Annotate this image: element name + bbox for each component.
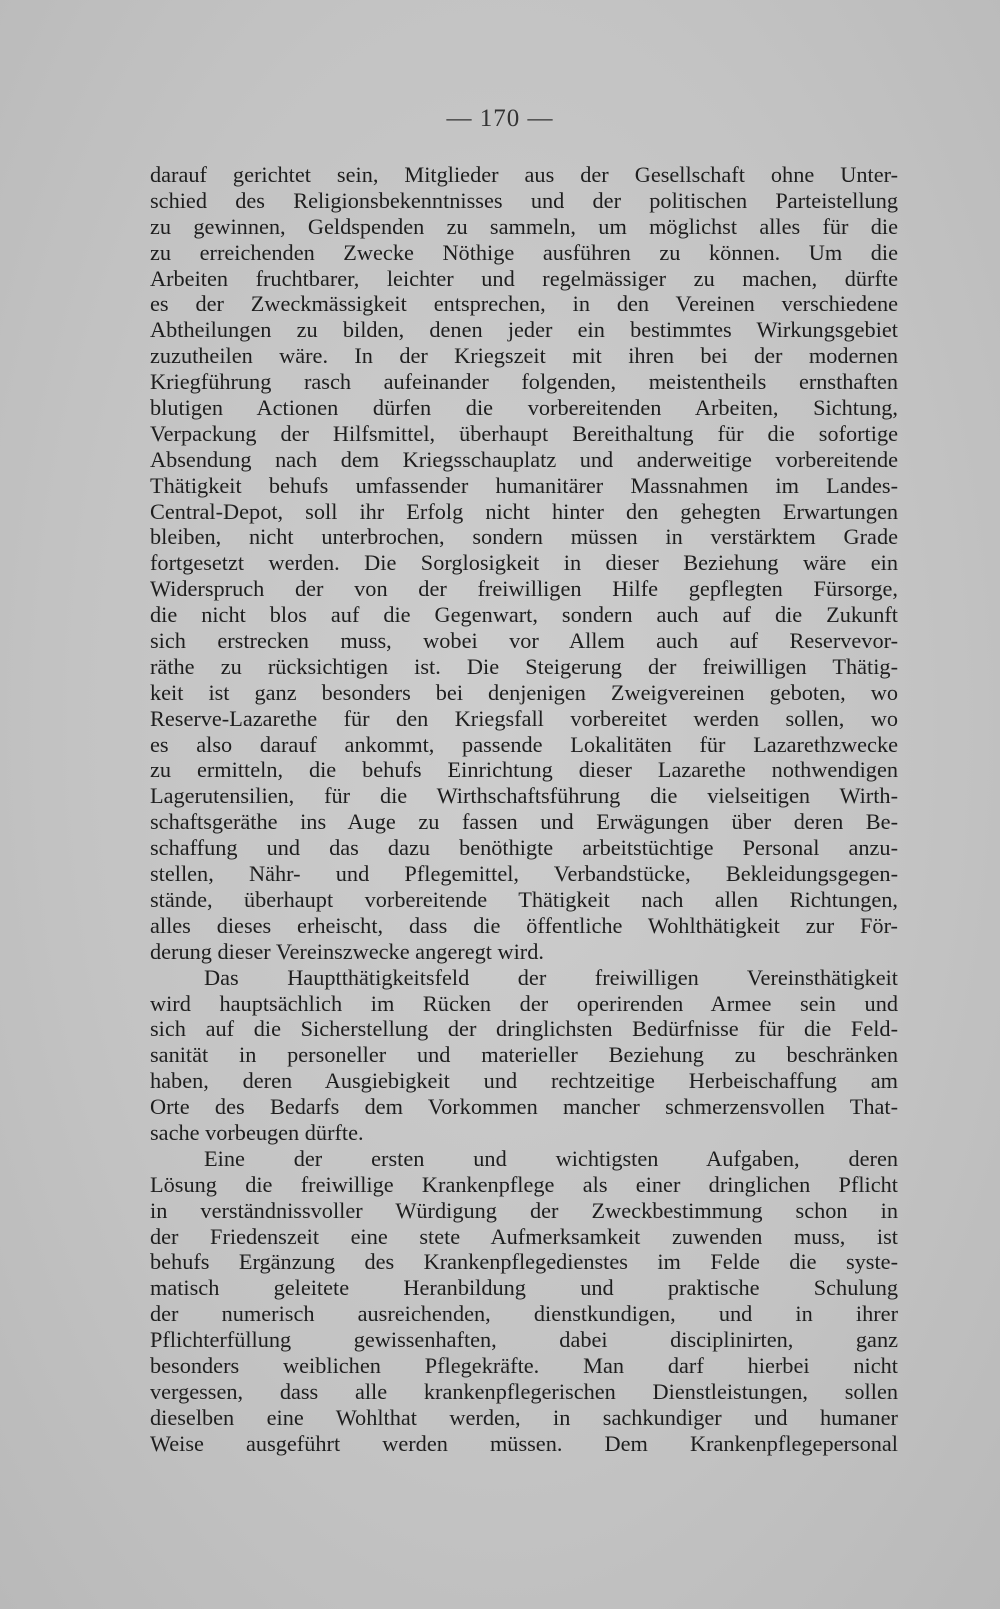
text-line: zu erreichenden Zwecke Nöthige ausführen zu können. Um die	[150, 239, 898, 265]
text-line: Kriegführung rasch aufeinander folgenden, meistentheils ernsthaften	[150, 369, 898, 395]
text-line: Thätigkeit behufs umfassender humanitärer Massnahmen im Landes-	[150, 472, 898, 498]
text-line: es also darauf ankommt, passende Lokalitäten für Lazarethzwecke	[150, 731, 898, 757]
text-line: Lösung die freiwillige Krankenpflege als einer dringlichen Pflicht	[150, 1171, 898, 1197]
text-line: stellen, Nähr- und Pflegemittel, Verbandstücke, Bekleidungsgegen-	[150, 861, 898, 887]
text-line: blutigen Actionen dürfen die vorbereitenden Arbeiten, Sichtung,	[150, 395, 898, 421]
text-line: fortgesetzt werden. Die Sorglosigkeit in dieser Beziehung wäre ein	[150, 550, 898, 576]
text-line: stände, überhaupt vorbereitende Thätigkeit nach allen Richtungen,	[150, 886, 898, 912]
text-line: sich auf die Sicherstellung der dringlichsten Bedürfnisse für die Feld-	[150, 1016, 898, 1042]
text-line: schaftsgeräthe ins Auge zu fassen und Erwägungen über deren Be-	[150, 809, 898, 835]
text-line: schaffung und das dazu benöthigte arbeitstüchtige Personal anzu-	[150, 835, 898, 861]
text-line: dieselben eine Wohlthat werden, in sachkundiger und humaner	[150, 1404, 898, 1430]
body-text	[150, 162, 898, 1457]
text-line: der Friedenszeit eine stete Aufmerksamkeit zuwenden muss, ist	[150, 1223, 898, 1249]
text-line: sich erstrecken muss, wobei vor Allem auch auf Reservevor-	[150, 628, 898, 654]
paragraph-end-line: derung dieser Vereinszwecke angeregt wird.	[150, 938, 544, 964]
text-line: bleiben, nicht unterbrochen, sondern müssen in verstärktem Grade	[150, 524, 898, 550]
text-line: Absendung nach dem Kriegsschauplatz und anderweitige vorbereitende	[150, 446, 898, 472]
text-line: Widerspruch der von der freiwilligen Hilfe gepflegten Fürsorge,	[150, 576, 898, 602]
text-line: wird hauptsächlich im Rücken der operirenden Armee sein und	[150, 990, 898, 1016]
text-line: besonders weiblichen Pflegekräfte. Man darf hierbei nicht	[150, 1352, 898, 1378]
text-line: Weise ausgeführt werden müssen. Dem Krankenpflegepersonal	[150, 1430, 898, 1456]
text-line: Abtheilungen zu bilden, denen jeder ein bestimmtes Wirkungsgebiet	[150, 317, 898, 343]
paragraph-end-line: sache vorbeugen dürfte.	[150, 1119, 364, 1145]
text-line: keit ist ganz besonders bei denjenigen Zweigvereinen geboten, wo	[150, 679, 898, 705]
text-line: alles dieses erheischt, dass die öffentliche Wohlthätigkeit zur För-	[150, 912, 898, 938]
text-line: räthe zu rücksichtigen ist. Die Steigerung der freiwilligen Thätig-	[150, 653, 898, 679]
text-line: Pflichterfüllung gewissenhaften, dabei disciplinirten, ganz	[150, 1327, 898, 1353]
text-line: behufs Ergänzung des Krankenpflegedienstes im Felde die syste-	[150, 1249, 898, 1275]
text-line: Lagerutensilien, für die Wirthschaftsführung die vielseitigen Wirth-	[150, 783, 898, 809]
paragraph-start-line: Eine der ersten und wichtigsten Aufgaben, deren	[204, 1145, 898, 1171]
page-number: — 170 —	[446, 105, 554, 132]
text-line: Verpackung der Hilfsmittel, überhaupt Bereithaltung für die sofortige	[150, 420, 898, 446]
text-line: sanität in personeller und materieller Beziehung zu beschränken	[150, 1042, 898, 1068]
text-line: es der Zweckmässigkeit entsprechen, in den Vereinen verschiedene	[150, 291, 898, 317]
text-line: in verständnissvoller Würdigung der Zweckbestimmung schon in	[150, 1197, 898, 1223]
text-line: darauf gerichtet sein, Mitglieder aus der Gesellschaft ohne Unter-	[150, 162, 898, 187]
text-line: zu gewinnen, Geldspenden zu sammeln, um möglichst alles für die	[150, 213, 898, 239]
text-line: der numerisch ausreichenden, dienstkundigen, und in ihrer	[150, 1301, 898, 1327]
text-line: Orte des Bedarfs dem Vorkommen mancher schmerzensvollen That-	[150, 1094, 898, 1120]
text-line: vergessen, dass alle krankenpflegerischen Dienstleistungen, sollen	[150, 1378, 898, 1404]
paragraph-start-line: Das Hauptthätigkeitsfeld der freiwilligen Vereinsthätigkeit	[204, 964, 898, 990]
text-line: Arbeiten fruchtbarer, leichter und regelmässiger zu machen, dürfte	[150, 265, 898, 291]
text-line: matisch geleitete Heranbildung und praktische Schulung	[150, 1275, 898, 1301]
text-line: zuzutheilen wäre. In der Kriegszeit mit ihren bei der modernen	[150, 343, 898, 369]
text-line: die nicht blos auf die Gegenwart, sondern auch auf die Zukunft	[150, 602, 898, 628]
text-line: zu ermitteln, die behufs Einrichtung dieser Lazarethe nothwendigen	[150, 757, 898, 783]
text-line: haben, deren Ausgiebigkeit und rechtzeitige Herbeischaffung am	[150, 1068, 898, 1094]
text-line: schied des Religionsbekenntnisses und der politischen Parteistellung	[150, 187, 898, 213]
text-line: Reserve-Lazarethe für den Kriegsfall vorbereitet werden sollen, wo	[150, 705, 898, 731]
text-line: Central-Depot, soll ihr Erfolg nicht hinter den gehegten Erwartungen	[150, 498, 898, 524]
